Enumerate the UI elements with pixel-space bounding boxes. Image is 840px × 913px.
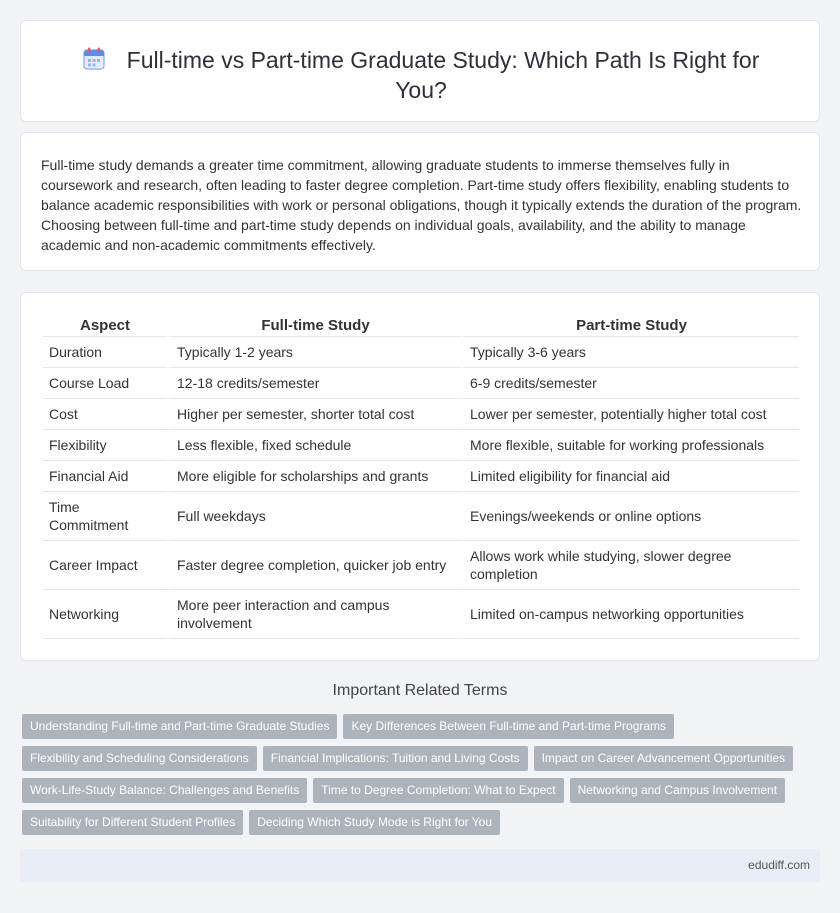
header-card [20, 20, 820, 122]
cell-full-time: More peer interaction and campus involvement [167, 590, 460, 639]
related-term-link[interactable]: Deciding Which Study Mode is Right for You [249, 810, 500, 835]
header-part-time: Part-time Study [460, 315, 799, 337]
cell-aspect: Course Load [43, 368, 167, 399]
cell-aspect: Duration [43, 337, 167, 368]
footer-bar [20, 849, 820, 882]
intro-paragraph: Full-time study demands a greater time commitment, allowing graduate students to immerse themselves fully in coursework and research, often leading to faster degree completion. Part-time study offers flexibility, enabling students to balance academic responsibilities with work or personal obligations, though it typically extends the duration of the program. Choosing between full-time and part-time study depends on individual goals, availability, and the ability to manage academic and non-academic commitments effectively. [41, 157, 802, 253]
cell-full-time: Higher per semester, shorter total cost [167, 399, 460, 430]
cell-part-time: Evenings/weekends or online options [460, 492, 799, 541]
footer-site-link[interactable]: edudiff.com [748, 858, 810, 872]
related-term-link[interactable]: Understanding Full-time and Part-time Graduate Studies [22, 714, 337, 739]
related-term-link[interactable]: Key Differences Between Full-time and Part-time Programs [343, 714, 674, 739]
header-full-time: Full-time Study [167, 315, 460, 337]
related-term-link[interactable]: Financial Implications: Tuition and Living Costs [263, 746, 528, 771]
calendar-icon [83, 47, 105, 71]
table-row [43, 399, 799, 430]
title-wrap [61, 45, 781, 105]
cell-aspect: Time Commitment [43, 492, 167, 541]
related-term-link[interactable]: Suitability for Different Student Profiles [22, 810, 243, 835]
cell-part-time: Limited eligibility for financial aid [460, 461, 799, 492]
cell-aspect: Financial Aid [43, 461, 167, 492]
cell-part-time: Allows work while studying, slower degree completion [460, 541, 799, 590]
related-term-link[interactable]: Networking and Campus Involvement [570, 778, 785, 803]
cell-part-time: Typically 3-6 years [460, 337, 799, 368]
table-header-row [43, 315, 799, 337]
header-aspect: Aspect [43, 315, 167, 337]
related-terms-list [22, 714, 812, 842]
related-terms-title: Important Related Terms [332, 682, 508, 699]
cell-aspect: Flexibility [43, 430, 167, 461]
cell-full-time: 12-18 credits/semester [167, 368, 460, 399]
cell-full-time: Less flexible, fixed schedule [167, 430, 460, 461]
intro-card [20, 132, 820, 271]
page-title: Full-time vs Part-time Graduate Study: Which Path Is Right for You? [126, 47, 760, 103]
table-row [43, 492, 799, 541]
cell-part-time: 6-9 credits/semester [460, 368, 799, 399]
cell-full-time: More eligible for scholarships and grants [167, 461, 460, 492]
cell-aspect: Cost [43, 399, 167, 430]
related-term-link[interactable]: Flexibility and Scheduling Considerations [22, 746, 257, 771]
cell-full-time: Typically 1-2 years [167, 337, 460, 368]
comparison-card [20, 292, 820, 661]
table-row [43, 541, 799, 590]
table-row [43, 590, 799, 639]
comparison-table [43, 315, 799, 639]
related-term-link[interactable]: Time to Degree Completion: What to Expect [313, 778, 563, 803]
related-term-link[interactable]: Work-Life-Study Balance: Challenges and Benefits [22, 778, 307, 803]
cell-aspect: Networking [43, 590, 167, 639]
table-row [43, 368, 799, 399]
cell-full-time: Faster degree completion, quicker job entry [167, 541, 460, 590]
cell-part-time: More flexible, suitable for working professionals [460, 430, 799, 461]
table-row [43, 461, 799, 492]
table-row [43, 430, 799, 461]
cell-part-time: Lower per semester, potentially higher total cost [460, 399, 799, 430]
cell-full-time: Full weekdays [167, 492, 460, 541]
table-row [43, 337, 799, 368]
cell-part-time: Limited on-campus networking opportunities [460, 590, 799, 639]
cell-aspect: Career Impact [43, 541, 167, 590]
related-term-link[interactable]: Impact on Career Advancement Opportunities [534, 746, 793, 771]
